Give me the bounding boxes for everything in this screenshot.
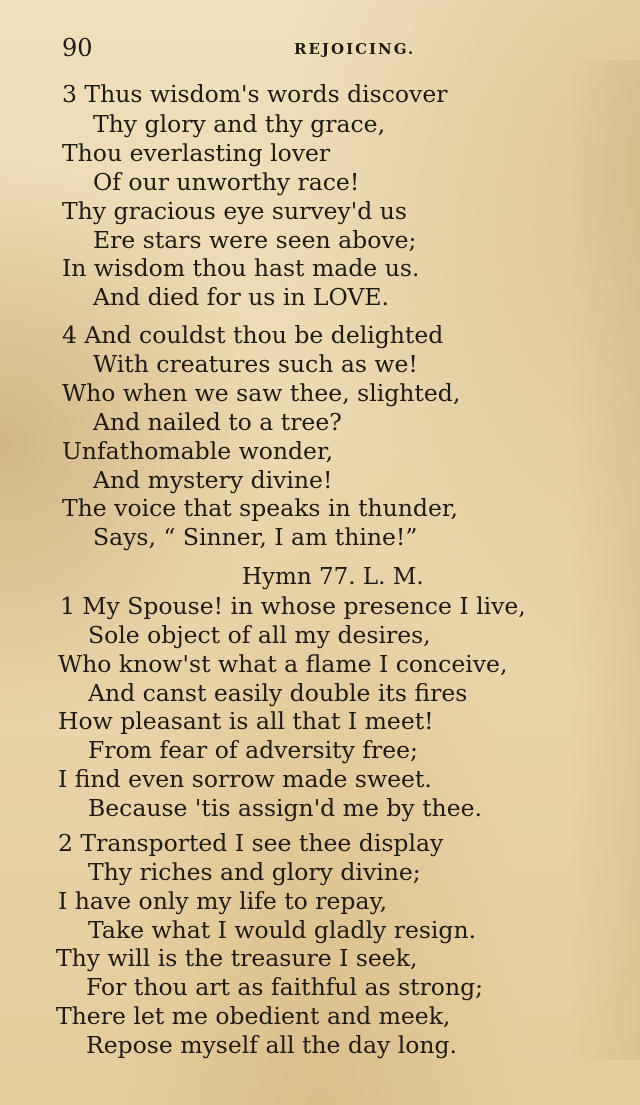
verse-line: I have only my life to repay, [58,887,388,915]
verse-line: The voice that speaks in thunder, [62,494,459,522]
verse-line: Unfathomable wonder, [62,437,334,465]
verse-line: In wisdom thou hast made us. [62,254,420,282]
verse-line: Ere stars were seen above; [93,226,417,254]
verse-line: And mystery divine! [93,466,333,494]
verse-line: Thy glory and thy grace, [93,110,386,138]
hymn-heading: Hymn 77. L. M. [242,564,424,590]
verse-line: Because 'tis assign'd me by thee. [88,794,482,822]
verse-line: There let me obedient and meek, [56,1002,451,1030]
verse-line: And died for us in LOVE. [93,283,389,311]
verse-line: Of our unworthy race! [93,168,360,196]
verse-line: Thou everlasting lover [62,139,331,167]
verse-line: With creatures such as we! [93,350,418,378]
verse-line: Thy will is the treasure I seek, [56,944,418,972]
verse-line: Who when we saw thee, slighted, [62,379,461,407]
verse-line: 2 Transported I see thee display [58,829,444,857]
verse-line: And canst easily double its fires [88,679,468,707]
verse-line: I find even sorrow made sweet. [58,765,432,793]
verse-line: Thy riches and glory divine; [88,858,421,886]
running-head: REJOICING. [294,40,416,58]
verse-line: From fear of adversity free; [88,736,418,764]
verse-line: Says, “ Sinner, I am thine!” [93,523,418,551]
verse-line: Take what I would gladly resign. [88,916,477,944]
verse-line: How pleasant is all that I meet! [58,707,434,735]
verse-line: And nailed to a tree? [93,408,342,436]
verse-line: Repose myself all the day long. [86,1031,458,1059]
page-number: 90 [62,34,93,62]
verse-line: 4 And couldst thou be delighted [62,321,444,349]
verse-line: Sole object of all my desires, [88,621,431,649]
verse-line: 1 My Spouse! in whose presence I live, [60,592,526,620]
verse-line: Who know'st what a flame I conceive, [58,650,508,678]
page-header [62,34,600,64]
verse-line: Thy gracious eye survey'd us [62,197,407,225]
paper-bleed-through [570,60,640,1060]
verse-line: 3 Thus wisdom's words discover [62,80,448,108]
verse-line: For thou art as faithful as strong; [86,973,484,1001]
